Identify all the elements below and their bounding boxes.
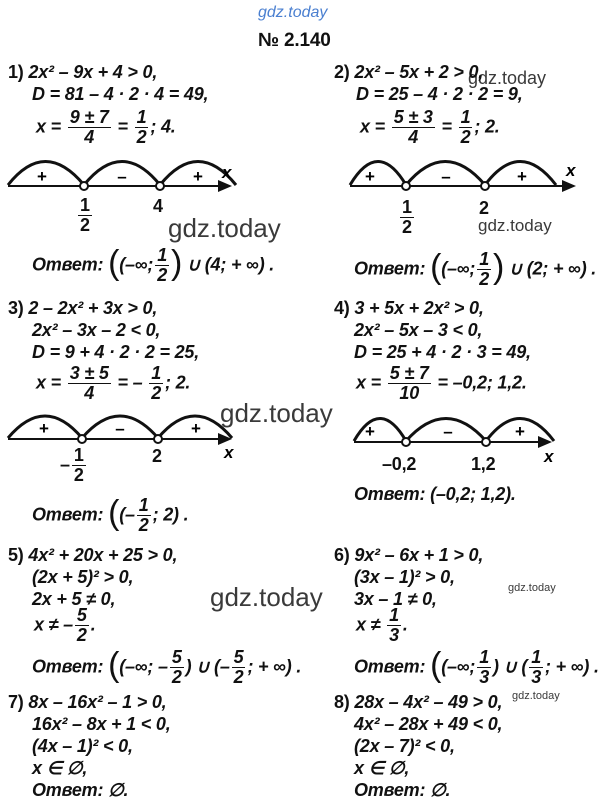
watermark: gdz.today bbox=[168, 213, 281, 243]
problem-4-line-2: 2x² – 5x – 3 < 0, bbox=[354, 320, 483, 340]
problem-2-answer: Ответ: ((–∞; $\frac{1}{2}$ ) ∪ (2; + ∞) . bbox=[354, 248, 597, 289]
problem-4-point-2: 1,2 bbox=[471, 454, 496, 474]
sign-label: + bbox=[365, 422, 375, 441]
problem-2-number-line bbox=[340, 140, 590, 210]
problem-3-roots: x = $\frac{3 \pm 5}{4}$ = – $\frac{1}{2}$ ; 2. bbox=[36, 363, 191, 403]
problem-8-line-4: x ∈ ∅, bbox=[354, 758, 410, 778]
problem-5-answer: Ответ: ((–∞; – $\frac{5}{2}$ ) ∪ (– $\frac{5}{2}$ ; + ∞) . bbox=[32, 646, 302, 687]
problem-number: № 2.140 bbox=[258, 30, 331, 51]
problem-3-number-line bbox=[0, 398, 250, 464]
sign-label: + bbox=[39, 419, 49, 438]
problem-6-answer: Ответ: ((–∞; $\frac{1}{3}$ ) ∪ ( $\frac{1}{3}$ ; + ∞) . bbox=[354, 646, 599, 687]
sign-label: + bbox=[517, 167, 527, 186]
watermark: gdz.today bbox=[258, 4, 328, 21]
problem-5-x-not-equal: x ≠ – $\frac{5}{2}$ . bbox=[34, 605, 96, 645]
problem-1-point-2: 4 bbox=[153, 196, 163, 216]
problem-5-line-3: 2x + 5 ≠ 0, bbox=[32, 589, 116, 609]
problem-8-line-2: 4x² – 28x + 49 < 0, bbox=[354, 714, 503, 734]
axis-label: x bbox=[544, 447, 554, 466]
problem-7-line-3: (4x – 1)² < 0, bbox=[32, 736, 133, 756]
problem-1-line-2: D = 81 – 4 · 2 · 4 = 49, bbox=[32, 84, 209, 104]
problem-1-point-1: $\frac{1}{2}$ bbox=[80, 195, 90, 235]
problem-7-line-2: 16x² – 8x + 1 < 0, bbox=[32, 714, 171, 734]
problem-3-line-1: 3) 2 – 2x² + 3x > 0, bbox=[8, 298, 158, 318]
problem-3-point-1: – $\frac{1}{2}$ bbox=[60, 445, 84, 485]
watermark: gdz.today bbox=[220, 398, 333, 428]
watermark: gdz.today bbox=[210, 582, 323, 612]
problem-8-line-3: (2x – 7)² < 0, bbox=[354, 736, 455, 756]
sign-label: – bbox=[115, 419, 125, 438]
problem-5-line-1: 5) 4x² + 20x + 25 > 0, bbox=[8, 545, 178, 565]
problem-2-point-1: $\frac{1}{2}$ bbox=[402, 197, 412, 237]
sign-label: – bbox=[117, 167, 127, 186]
watermark: gdz.today bbox=[468, 68, 547, 88]
watermark: gdz.today bbox=[512, 690, 560, 702]
problem-2-roots: x = $\frac{5 \pm 3}{4}$ = $\frac{1}{2}$ ; 2. bbox=[360, 107, 500, 147]
sign-label: + bbox=[193, 167, 203, 186]
problem-1-roots: x = $\frac{9 \pm 7}{4}$ = $\frac{1}{2}$ ; 4. bbox=[36, 107, 176, 147]
watermark: gdz.today bbox=[508, 582, 556, 594]
watermark: gdz.today bbox=[478, 216, 552, 235]
problem-4-point-1: –0,2 bbox=[382, 454, 417, 474]
problem-8-line-1: 8) 28x – 4x² – 49 > 0, bbox=[334, 692, 503, 712]
problem-3-answer: Ответ: ((– $\frac{1}{2}$ ; 2) . bbox=[32, 494, 189, 535]
problem-7-line-4: x ∈ ∅, bbox=[32, 758, 88, 778]
axis-label: x bbox=[566, 161, 576, 180]
sign-label: – bbox=[441, 167, 451, 186]
sign-label: + bbox=[515, 422, 525, 441]
problem-3-line-2: 2x² – 3x – 2 < 0, bbox=[32, 320, 161, 340]
problem-7-answer: Ответ: ∅. bbox=[32, 780, 129, 800]
problem-1-line-1: 1) 2x² – 9x + 4 > 0, bbox=[8, 62, 158, 82]
problem-3-line-3: D = 9 + 4 · 2 · 2 = 25, bbox=[32, 342, 199, 362]
sign-label: + bbox=[191, 419, 201, 438]
sign-label: + bbox=[365, 167, 375, 186]
problem-4-roots: x = $\frac{5 \pm 7}{10}$ = –0,2; 1,2. bbox=[356, 363, 527, 403]
problem-5-line-2: (2x + 5)² > 0, bbox=[32, 567, 134, 587]
axis-label: x bbox=[224, 443, 234, 462]
sign-label: – bbox=[443, 422, 453, 441]
problem-7-line-1: 7) 8x – 16x² – 1 > 0, bbox=[8, 692, 167, 712]
problem-6-line-2: (3x – 1)² > 0, bbox=[354, 567, 455, 587]
axis-label: x bbox=[222, 163, 232, 182]
problem-2-point-2: 2 bbox=[479, 198, 489, 218]
problem-6-x-not-equal: x ≠ $\frac{1}{3}$ . bbox=[356, 605, 408, 645]
problem-4-line-3: D = 25 + 4 · 2 · 3 = 49, bbox=[354, 342, 531, 362]
problem-1-answer: Ответ: ((–∞; $\frac{1}{2}$ ) ∪ (4; + ∞) . bbox=[32, 244, 275, 285]
problem-4-line-1: 4) 3 + 5x + 2x² > 0, bbox=[334, 298, 484, 318]
problem-6-line-1: 6) 9x² – 6x + 1 > 0, bbox=[334, 545, 484, 565]
problem-4-number-line bbox=[340, 400, 590, 466]
problem-3-point-2: 2 bbox=[152, 446, 162, 466]
problem-2-line-1: 2) 2x² – 5x + 2 > 0, bbox=[334, 62, 484, 82]
problem-4-answer: Ответ: (–0,2; 1,2). bbox=[354, 484, 516, 504]
problem-2-line-2: D = 25 – 4 · 2 · 2 = 9, bbox=[356, 84, 523, 104]
problem-1-number-line bbox=[0, 140, 250, 210]
problem-8-answer: Ответ: ∅. bbox=[354, 780, 451, 800]
sign-label: + bbox=[37, 167, 47, 186]
problem-6-line-3: 3x – 1 ≠ 0, bbox=[354, 589, 437, 609]
